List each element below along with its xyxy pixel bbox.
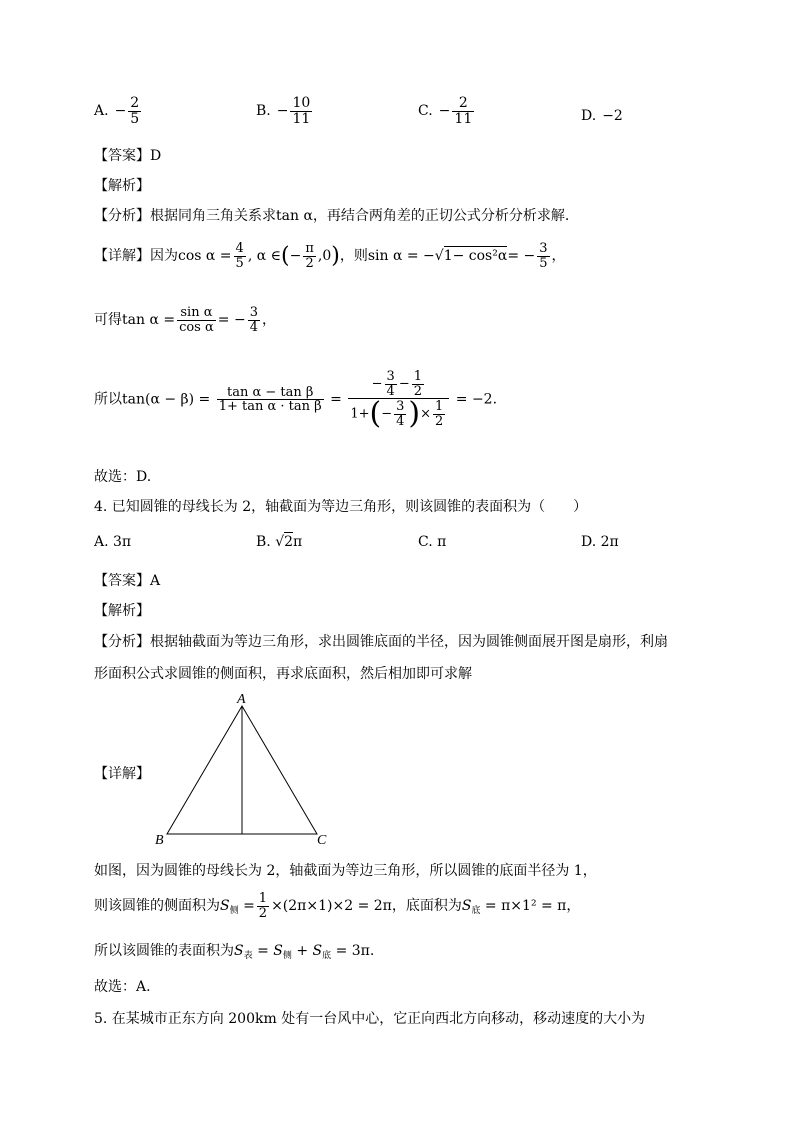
label-b: B — [155, 833, 164, 848]
question-4-stem: 4. 已知圆锥的母线长为 2，轴截面为等边三角形，则该圆锥的表面积为（ ） — [94, 499, 588, 515]
q4-total-area-line: 所以该圆锥的表面积为$S_表 = S_侧 + S_底 = 3\pi$. — [94, 943, 375, 961]
q4-option-b: B. √2π — [256, 534, 303, 550]
q4-option-d: D. 2π — [581, 534, 619, 550]
label-c: C — [317, 833, 327, 848]
jiexi-q4: 【解析】 — [94, 603, 150, 619]
option-c: C. − $\frac{2}{11}$ — [418, 95, 473, 127]
option-b: B. − $\frac{10}{11}$ — [256, 95, 311, 127]
option-d: D. −2 — [581, 108, 623, 124]
answer-q3: 【答案】D — [94, 148, 162, 164]
tan-diff-line: 所以tan(α − β) = $\frac{\text{tan α − tan β}}{\text{1+ tan α · tan β}}$ = − $\frac{3}{4}$ − $\frac{1}{2}$ 1+(− $\frac{3}{4}$ )× $\frac{1}{2}$ = −2. — [94, 369, 498, 432]
triangle-figure — [150, 690, 340, 850]
option-a: A. − $\frac{2}{5}$ — [94, 95, 140, 127]
jiexi-q3: 【解析】 — [94, 178, 150, 194]
q4-option-a: A. 3π — [94, 534, 132, 550]
fenxi-q4-line2: 形面积公式求圆锥的侧面积，再求底面积，然后相加即可求解 — [94, 666, 472, 682]
label-a: A — [237, 692, 246, 707]
guxuan-q3: 故选：D. — [94, 469, 152, 485]
tan-line: 可得tan α = $\frac{\text{sin α}}{\text{cos α}}$ = − $\frac{3}{4}$ ， — [94, 305, 276, 335]
guxuan-q4: 故选：A. — [94, 979, 151, 995]
q4-option-c: C. π — [418, 534, 447, 550]
detail-cos-line: 【详解】因为cos α = $\frac{4}{5}$ , α ∈(− $\frac{\pi}{2}$ ,0)，则sin α = −√1− cos²α= − $\frac{3}{5}$ ， — [94, 241, 566, 271]
answer-q4: 【答案】A — [94, 573, 161, 589]
q4-side-area-line: 则该圆锥的侧面积为$S_侧$ = $\frac{1}{2}$ ×(2π×1)×2 = 2π，底面积为$S_底 = \pi\times 1^2 = \pi$， — [94, 891, 581, 921]
question-5-stem: 5. 在某城市正东方向 200km 处有一台风中心，它正向西北方向移动，移动速度的大小为 — [94, 1011, 646, 1027]
q4-line-rutu: 如图，因为圆锥的母线长为 2，轴截面为等边三角形，所以圆锥的底面半径为 1， — [94, 863, 597, 879]
fenxi-q3: 【分析】根据同角三角关系求tan α，再结合两角差的正切公式分析分析求解. — [94, 208, 570, 224]
fenxi-q4-line1: 【分析】根据轴截面为等边三角形，求出圆锥底面的半径，因为圆锥侧面展开图是扇形，利扇 — [94, 634, 668, 650]
detail-q4-label: 【详解】 — [94, 766, 150, 782]
